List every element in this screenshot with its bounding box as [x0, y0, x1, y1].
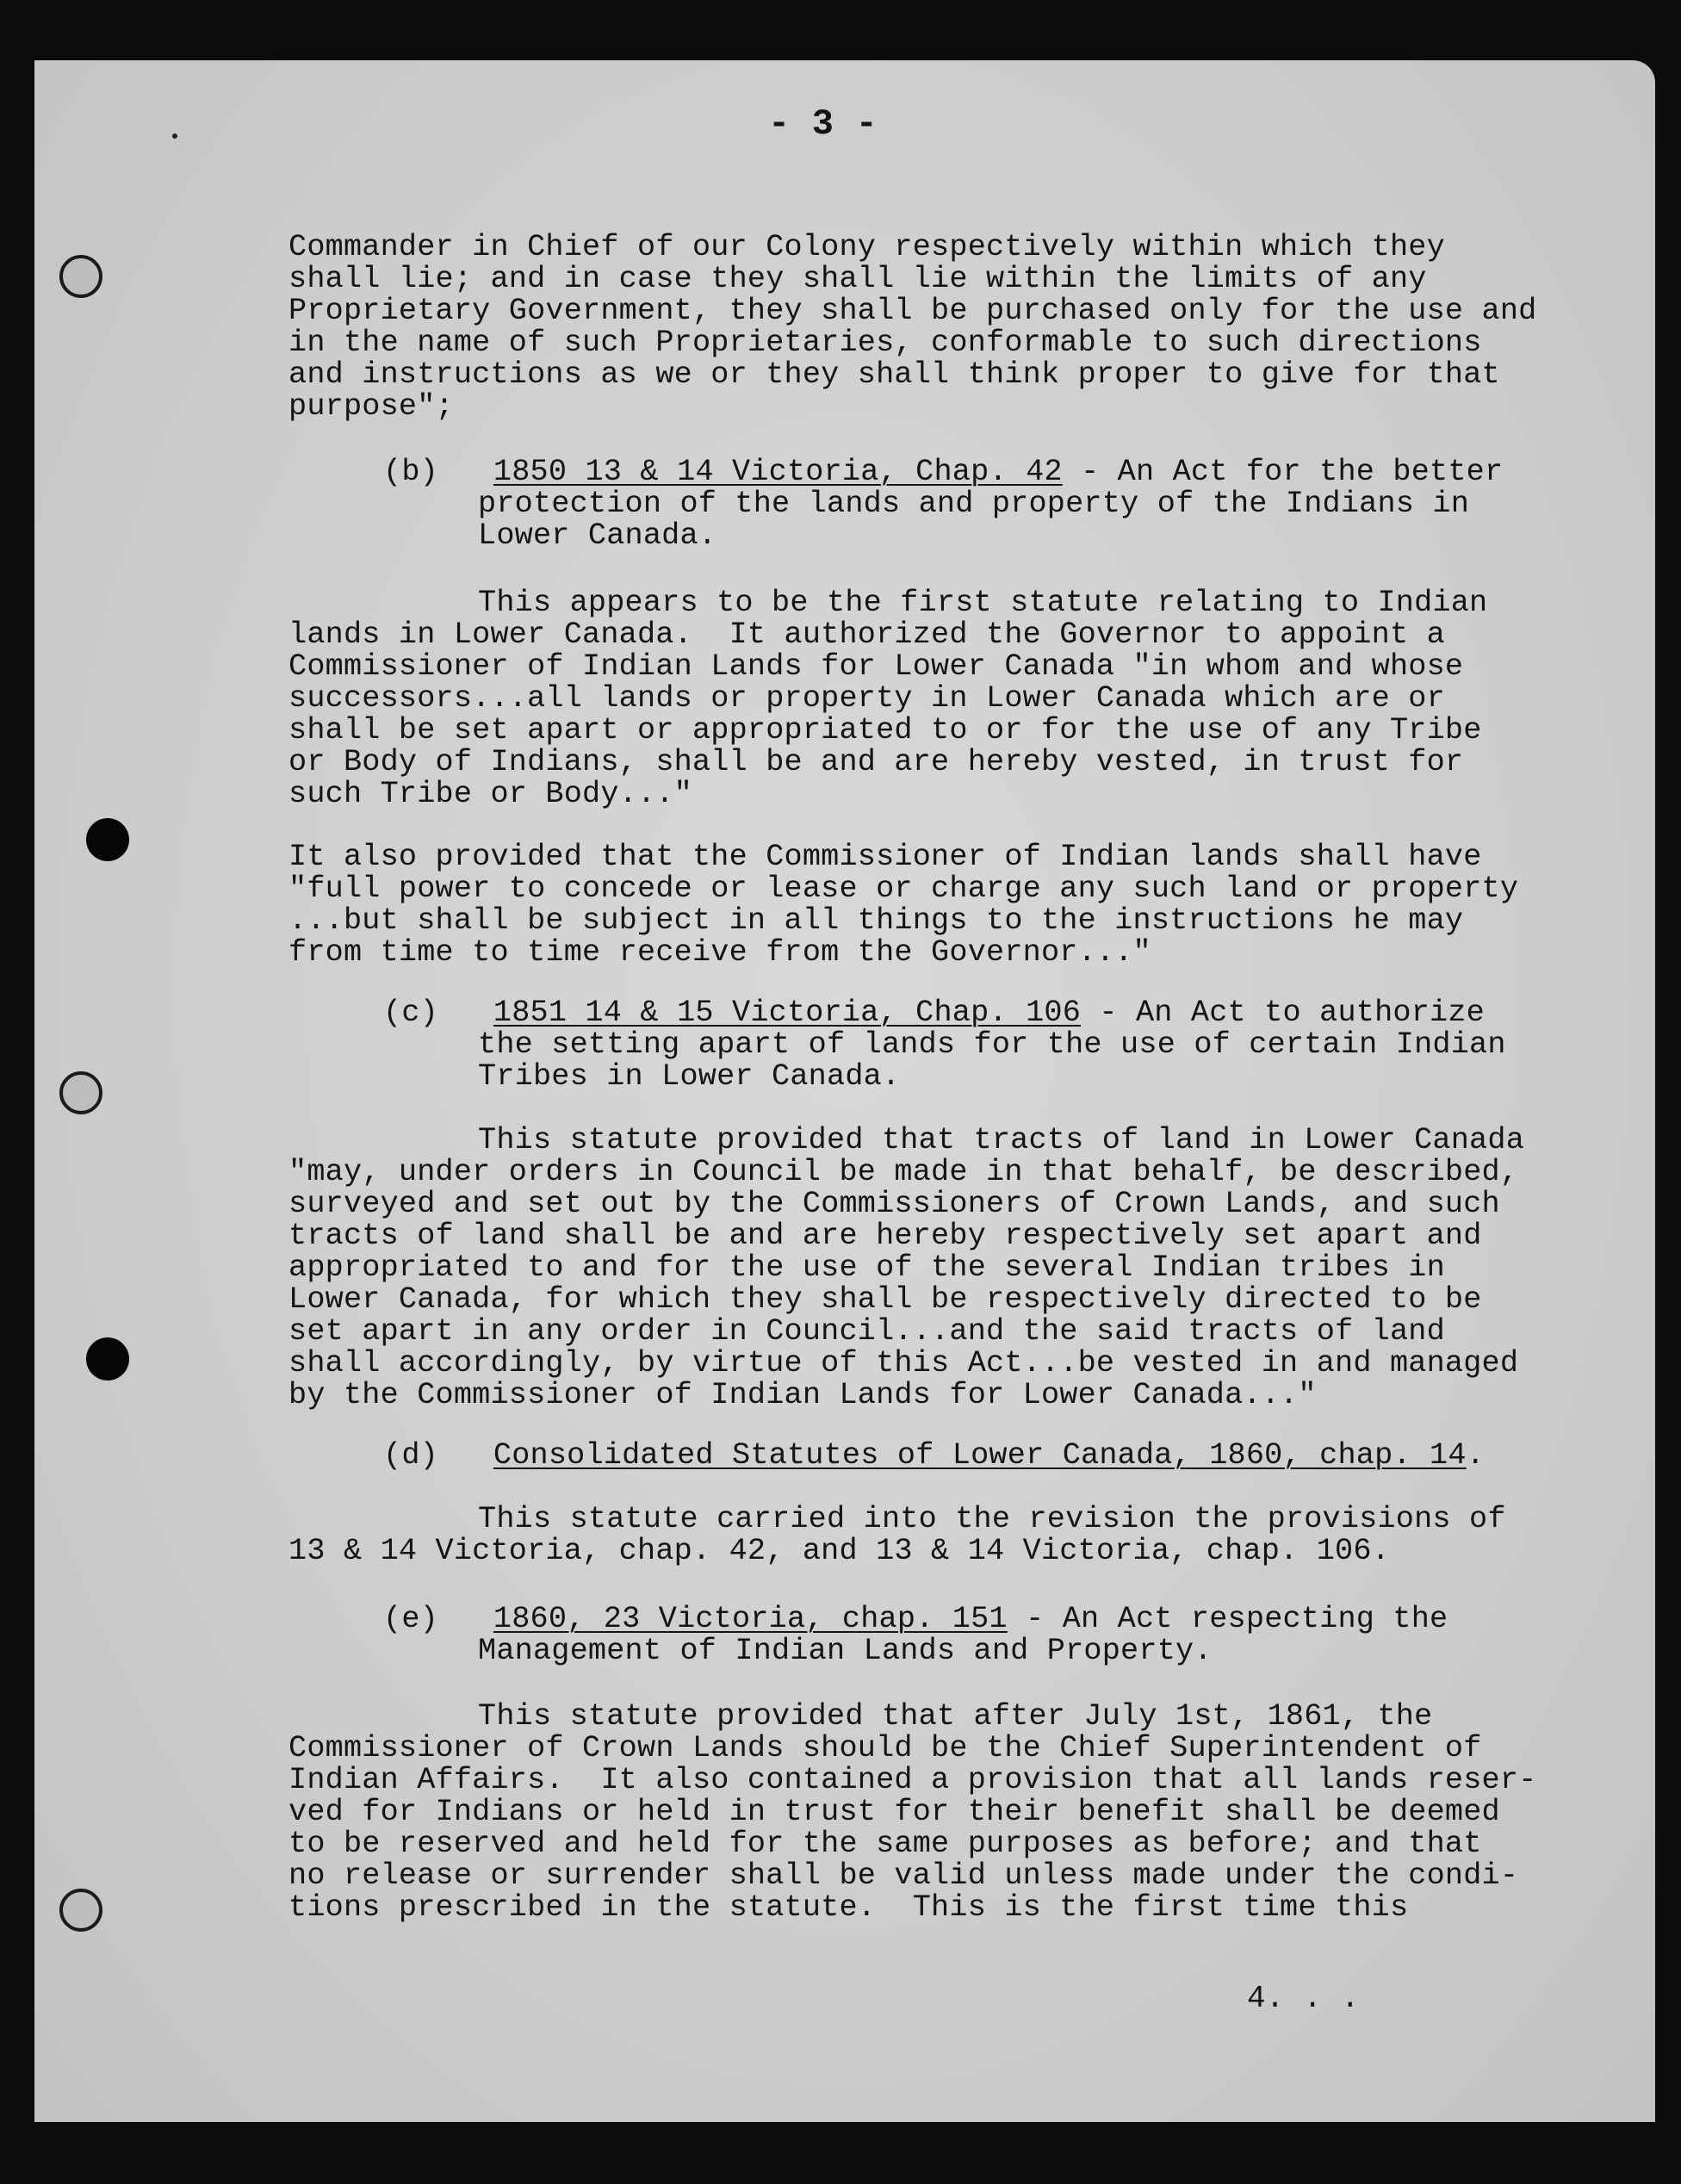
- binder-hole-2: [86, 1337, 129, 1381]
- text-line: ...but shall be subject in all things to the instructions he may: [288, 903, 1464, 938]
- text-line: tracts of land shall be and are hereby respectively set apart and: [288, 1219, 1482, 1253]
- punch-hole-middle: [59, 1071, 102, 1114]
- punch-hole-top: [59, 255, 102, 298]
- text-line: successors...all lands or property in Lower Canada which are or: [288, 681, 1445, 716]
- text-line: Commissioner of Crown Lands should be the Chief Superintendent of: [288, 1731, 1482, 1765]
- text-line: set apart in any order in Council...and the said tracts of land: [288, 1314, 1445, 1349]
- text-line: in the name of such Proprietaries, conformable to such directions: [288, 326, 1482, 360]
- section-b-label: (b): [383, 455, 438, 489]
- text-line: surveyed and set out by the Commissioners of Crown Lands, and such: [288, 1187, 1500, 1221]
- text-line: This statute provided that tracts of land in Lower Canada: [478, 1123, 1525, 1157]
- text-line: the setting apart of lands for the use of certain Indian: [478, 1027, 1506, 1062]
- continuation-marker: 4. . .: [1247, 1981, 1360, 2016]
- section-d-label: (d): [383, 1438, 438, 1473]
- text-line: "full power to concede or lease or charge any such land or property: [288, 872, 1519, 906]
- text-line: shall be set apart or appropriated to or for the use of any Tribe: [288, 713, 1482, 748]
- text-line: 13 & 14 Victoria, chap. 42, and 13 & 14 Victoria, chap. 106.: [288, 1534, 1390, 1568]
- section-c-citation: 1851 14 & 15 Victoria, Chap. 106: [493, 996, 1082, 1030]
- section-e-label: (e): [383, 1602, 438, 1636]
- text-line: Indian Affairs. It also contained a provision that all lands reser-: [288, 1763, 1537, 1797]
- text-line: or Body of Indians, shall be and are hereby vested, in trust for: [288, 745, 1464, 779]
- section-c-heading: [383, 997, 1485, 1029]
- text-line: to be reserved and held for the same purposes as before; and that: [288, 1827, 1482, 1861]
- text-line: "may, under orders in Council be made in that behalf, be described,: [288, 1155, 1519, 1189]
- section-c-title: - An Act to authorize: [1081, 996, 1485, 1030]
- section-c-label: (c): [383, 996, 438, 1030]
- text-line: and instructions as we or they shall think proper to give for that: [288, 357, 1500, 392]
- text-line: purpose";: [288, 389, 454, 424]
- punch-hole-bottom: [59, 1889, 102, 1932]
- section-d-heading: [383, 1440, 1485, 1472]
- section-e-citation: 1860, 23 Victoria, chap. 151: [493, 1602, 1008, 1636]
- text-line: Tribes in Lower Canada.: [478, 1059, 901, 1094]
- section-e-title: - An Act respecting the: [1007, 1602, 1448, 1636]
- text-line: This appears to be the first statute relating to Indian: [478, 586, 1488, 620]
- text-line: no release or surrender shall be valid unless made under the condi-: [288, 1858, 1519, 1893]
- text-line: This statute carried into the revision the provisions of: [478, 1502, 1506, 1536]
- text-line: Proprietary Government, they shall be purchased only for the use and: [288, 294, 1537, 328]
- text-line: shall lie; and in case they shall lie within the limits of any: [288, 262, 1427, 296]
- text-line: tions prescribed in the statute. This is the first time this: [288, 1890, 1409, 1925]
- section-b-title: - An Act for the better: [1062, 455, 1504, 489]
- section-d-citation-end: .: [1466, 1438, 1485, 1473]
- text-line: Commander in Chief of our Colony respectively within which they: [288, 230, 1445, 264]
- text-line: It also provided that the Commissioner of Indian lands shall have: [288, 840, 1482, 874]
- text-line: by the Commissioner of Indian Lands for Lower Canada...": [288, 1378, 1317, 1412]
- section-b-heading: [383, 456, 1503, 488]
- text-line: This statute provided that after July 1st, 1861, the: [478, 1699, 1433, 1734]
- text-line: lands in Lower Canada. It authorized the Governor to appoint a: [288, 617, 1445, 652]
- text-line: ved for Indians or held in trust for their benefit shall be deemed: [288, 1795, 1500, 1829]
- text-line: Lower Canada, for which they shall be respectively directed to be: [288, 1282, 1482, 1317]
- text-line: Lower Canada.: [478, 518, 717, 553]
- text-line: such Tribe or Body...": [288, 777, 692, 811]
- ink-speck: [172, 133, 177, 139]
- text-line: Commissioner of Indian Lands for Lower Canada "in whom and whose: [288, 649, 1464, 684]
- section-e-heading: [383, 1604, 1448, 1635]
- text-line: protection of the lands and property of the Indians in: [478, 487, 1470, 521]
- binder-hole-1: [86, 818, 129, 861]
- text-line: Management of Indian Lands and Property.: [478, 1634, 1213, 1668]
- page-number: - 3 -: [768, 103, 878, 145]
- text-line: appropriated to and for the use of the several Indian tribes in: [288, 1250, 1445, 1285]
- text-line: from time to time receive from the Governor...": [288, 935, 1151, 970]
- section-b-citation: 1850 13 & 14 Victoria, Chap. 42: [493, 455, 1063, 489]
- text-line: shall accordingly, by virtue of this Act...be vested in and managed: [288, 1346, 1519, 1381]
- section-d-citation: Consolidated Statutes of Lower Canada, 1860, chap. 14: [493, 1438, 1467, 1473]
